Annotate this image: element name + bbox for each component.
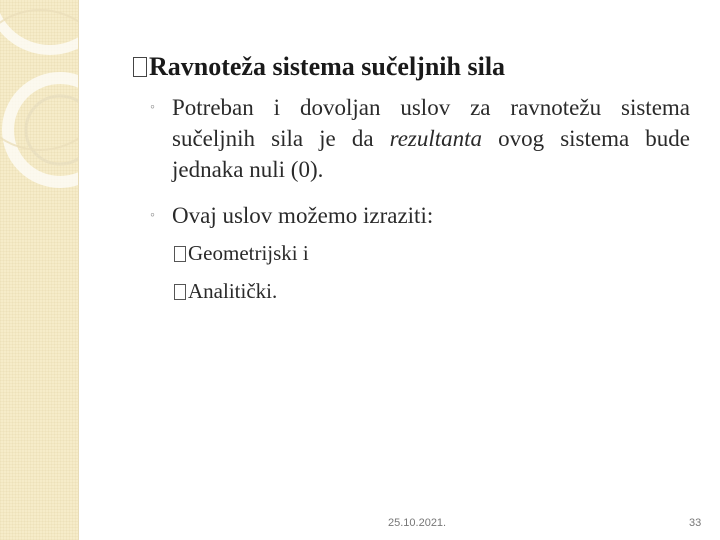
bullet-text	[172, 92, 690, 185]
sub-bullet-box-icon	[174, 246, 186, 262]
bullet-text-emphasis: rezultanta	[389, 126, 483, 151]
bullet-marker-icon: ◦	[150, 208, 155, 223]
title-bullet-icon	[133, 57, 147, 77]
sub-bullet-text: Analitički.	[188, 279, 278, 303]
bullet-item-expression	[150, 200, 690, 231]
decorative-side-strip	[0, 0, 78, 540]
slide-title	[133, 52, 505, 82]
footer-page-number: 33	[689, 517, 702, 529]
strip-edge-line	[78, 0, 79, 540]
bullet-text-part: Potreban i dovoljan uslov za ravnotežu sistema sučeljnih sila je da	[172, 95, 690, 151]
footer-date: 25.10.2021.	[388, 517, 447, 529]
sub-bullet-box-icon	[174, 284, 186, 300]
bullet-text: Ovaj uslov možemo izraziti:	[172, 203, 434, 228]
sub-bullet-analytic	[174, 276, 277, 306]
sub-bullet-text: Geometrijski i	[188, 241, 309, 265]
sub-bullet-geometric	[174, 238, 309, 268]
bullet-marker-icon: ◦	[150, 100, 155, 115]
decorative-circles	[0, 0, 78, 540]
bullet-item-condition	[150, 92, 690, 185]
bullet-text-part: ovog sistema bude jednaka nuli (0).	[172, 126, 690, 182]
slide-title-text: Ravnoteža sistema sučeljnih sila	[149, 52, 506, 81]
